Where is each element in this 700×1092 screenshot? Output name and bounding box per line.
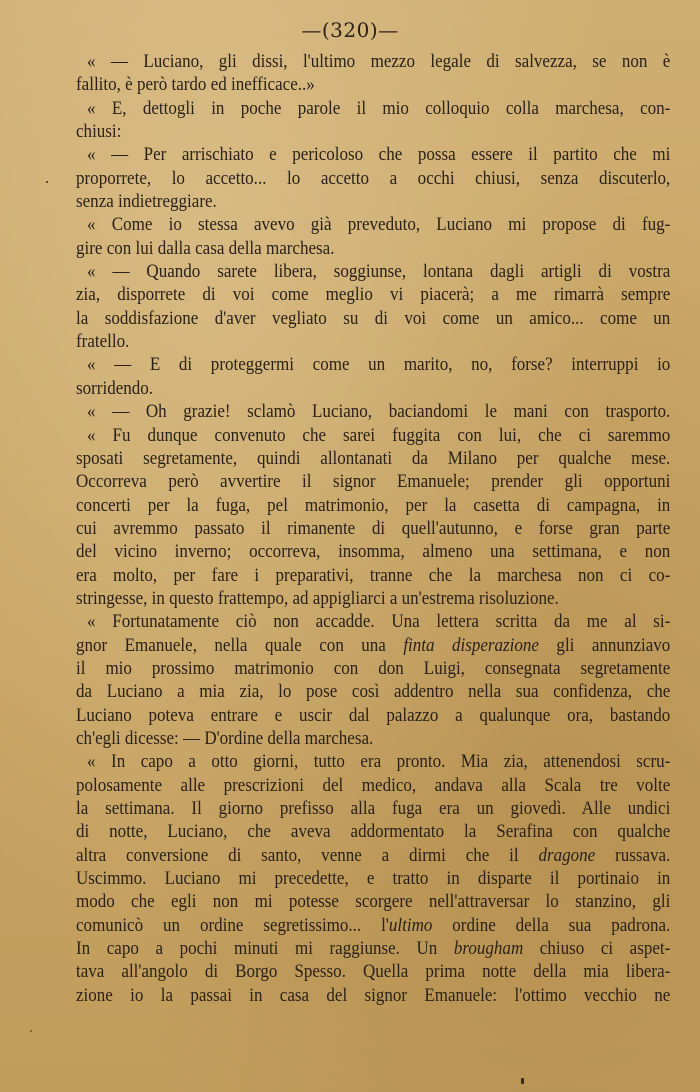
italic-phrase: dragone <box>538 845 596 866</box>
text-segment: fallito, è però tardo ed inefficace..» <box>76 75 315 96</box>
body-text <box>76 51 670 1008</box>
text-segment: di notte, Luciano, che aveva addormentato la Serafina con qualche <box>76 822 671 843</box>
text-line <box>76 425 670 448</box>
text-segment: gli annunziavo <box>538 635 671 656</box>
text-segment: altra conversione di santo, venne a dirmi che il <box>76 845 539 866</box>
text-segment: modo che egli non mi potesse scorgere nell'attraversar lo stanzino, gli <box>76 892 671 913</box>
text-segment: « — E di proteggermi come un marito, no, forse? interruppi io <box>87 355 671 376</box>
text-line <box>76 98 670 121</box>
text-line <box>76 168 670 191</box>
text-line <box>76 635 670 658</box>
text-line <box>76 565 670 588</box>
text-segment: proporrete, lo accetto... lo accetto a occhi chiusi, senza discuterlo, <box>76 168 671 189</box>
text-segment: il mio prossimo matrimonio con don Luigi, consegnata segretamente <box>76 658 671 679</box>
text-line <box>76 51 670 74</box>
text-segment: da Luciano a mia zia, lo pose così addentro nella sua confidenza, che <box>76 682 671 703</box>
ink-speck <box>46 181 48 183</box>
text-segment: la settimana. Il giorno prefisso alla fuga era un giovedì. Alle undici <box>76 799 671 819</box>
ink-speck <box>30 1030 32 1032</box>
text-segment: « — Luciano, gli dissi, l'ultimo mezzo legale di salvezza, se non è <box>87 52 671 72</box>
text-line <box>76 471 670 494</box>
text-segment: gire con lui dalla casa della marchesa. <box>76 238 335 259</box>
text-line <box>76 541 670 564</box>
text-segment: ordine della sua padrona. <box>432 915 671 936</box>
text-line <box>76 751 670 774</box>
text-segment: polosamente alle prescrizioni del medico, andava alla Scala tre volte <box>76 775 671 796</box>
text-line <box>76 985 670 1008</box>
text-segment: « Fu dunque convenuto che sarei fuggita con lui, che ci saremmo <box>87 425 671 446</box>
text-line <box>76 845 670 868</box>
text-segment: stringesse, in questo frattempo, ad appigliarci a un'estrema risoluzione. <box>76 588 559 609</box>
text-segment: « — Oh grazie! sclamò Luciano, baciandomi le mani con trasporto. <box>87 402 671 423</box>
text-line <box>76 74 670 97</box>
text-segment: russava. <box>595 845 671 866</box>
text-line <box>76 144 670 167</box>
text-segment: « — Quando sarete libera, soggiunse, lontana dagli artigli di vostra <box>87 262 671 283</box>
text-line <box>76 121 670 144</box>
text-segment: del vicino inverno; occorreva, insomma, almeno una settimana, e non <box>76 542 671 563</box>
text-line <box>76 331 670 354</box>
italic-phrase: ultimo <box>388 915 433 936</box>
text-line <box>76 705 670 728</box>
text-line <box>76 658 670 681</box>
text-segment: « In capo a otto giorni, tutto era pronto. Mia zia, attenendosi scru- <box>87 752 671 773</box>
text-line <box>76 495 670 518</box>
text-line <box>76 401 670 424</box>
text-line <box>76 284 670 307</box>
text-segment: sorridendo. <box>76 378 154 399</box>
text-segment: fratello. <box>76 332 130 353</box>
text-segment: chiusi: <box>76 122 122 143</box>
italic-phrase: brougham <box>453 939 524 960</box>
text-segment: chiuso ci aspet- <box>523 939 671 960</box>
text-line <box>76 378 670 401</box>
text-segment: la soddisfazione d'aver vegliato su di voi come un amico... come un <box>76 308 671 329</box>
text-segment: senza indietreggiare. <box>76 192 217 213</box>
text-line <box>76 588 670 611</box>
text-line <box>76 938 670 961</box>
text-line <box>76 261 670 284</box>
text-line <box>76 775 670 798</box>
text-segment: « Come io stessa avevo già preveduto, Luciano mi propose di fug- <box>87 215 671 236</box>
text-line <box>76 308 670 331</box>
text-segment: Occorreva però avvertire il signor Emanuele; prender gli opportuni <box>76 472 671 493</box>
text-segment: Uscimmo. Luciano mi precedette, e tratto in disparte il portinaio in <box>76 869 671 890</box>
text-segment: « — Per arrischiato e pericoloso che possa essere il partito che mi <box>87 145 671 166</box>
text-segment: cui avremmo passato il rimanente di quell'autunno, e forse gran parte <box>76 518 671 539</box>
text-line <box>76 518 670 541</box>
text-line <box>76 915 670 938</box>
text-segment: ch'egli dicesse: — D'ordine della marchesa. <box>76 728 374 749</box>
text-segment: tava all'angolo di Borgo Spesso. Quella prima notte della mia libera- <box>76 962 671 983</box>
text-line <box>76 798 670 821</box>
text-line <box>76 354 670 377</box>
text-segment: In capo a pochi minuti mi raggiunse. Un <box>76 939 454 960</box>
text-segment: Luciano poteva entrare e uscir dal palazzo a qualunque ora, bastando <box>76 705 671 726</box>
italic-phrase: finta disperazione <box>403 635 539 656</box>
page-number: —(320)— <box>301 18 399 42</box>
text-segment: « Fortunatamente ciò non accadde. Una lettera scritta da me al si- <box>87 612 671 633</box>
text-segment: gnor Emanuele, nella quale con una <box>76 635 404 656</box>
text-segment: concerti per la fuga, pel matrimonio, per la casetta di campagna, in <box>76 495 671 516</box>
text-segment: era molto, per fare i preparativi, tranne che la marchesa non ci co- <box>76 565 671 586</box>
text-line <box>76 191 670 214</box>
text-line <box>76 611 670 634</box>
text-line <box>76 681 670 704</box>
text-segment: zia, disporrete di voi come meglio vi piacerà; a me rimarrà sempre <box>76 285 671 306</box>
text-segment: « E, dettogli in poche parole il mio colloquio colla marchesa, con- <box>87 98 671 119</box>
ink-speck <box>521 1078 524 1084</box>
text-segment: comunicò un ordine segretissimo... l' <box>76 915 389 936</box>
text-line <box>76 868 670 891</box>
text-line <box>76 728 670 751</box>
text-line <box>76 214 670 237</box>
text-line <box>76 238 670 261</box>
text-line <box>76 821 670 844</box>
text-line <box>76 961 670 984</box>
text-line <box>76 891 670 914</box>
text-line <box>76 448 670 471</box>
text-segment: sposati segretamente, quindi allontanati da Milano per qualche mese. <box>76 448 671 469</box>
text-segment: zione io la passai in casa del signor Emanuele: l'ottimo vecchio ne <box>76 985 671 1006</box>
